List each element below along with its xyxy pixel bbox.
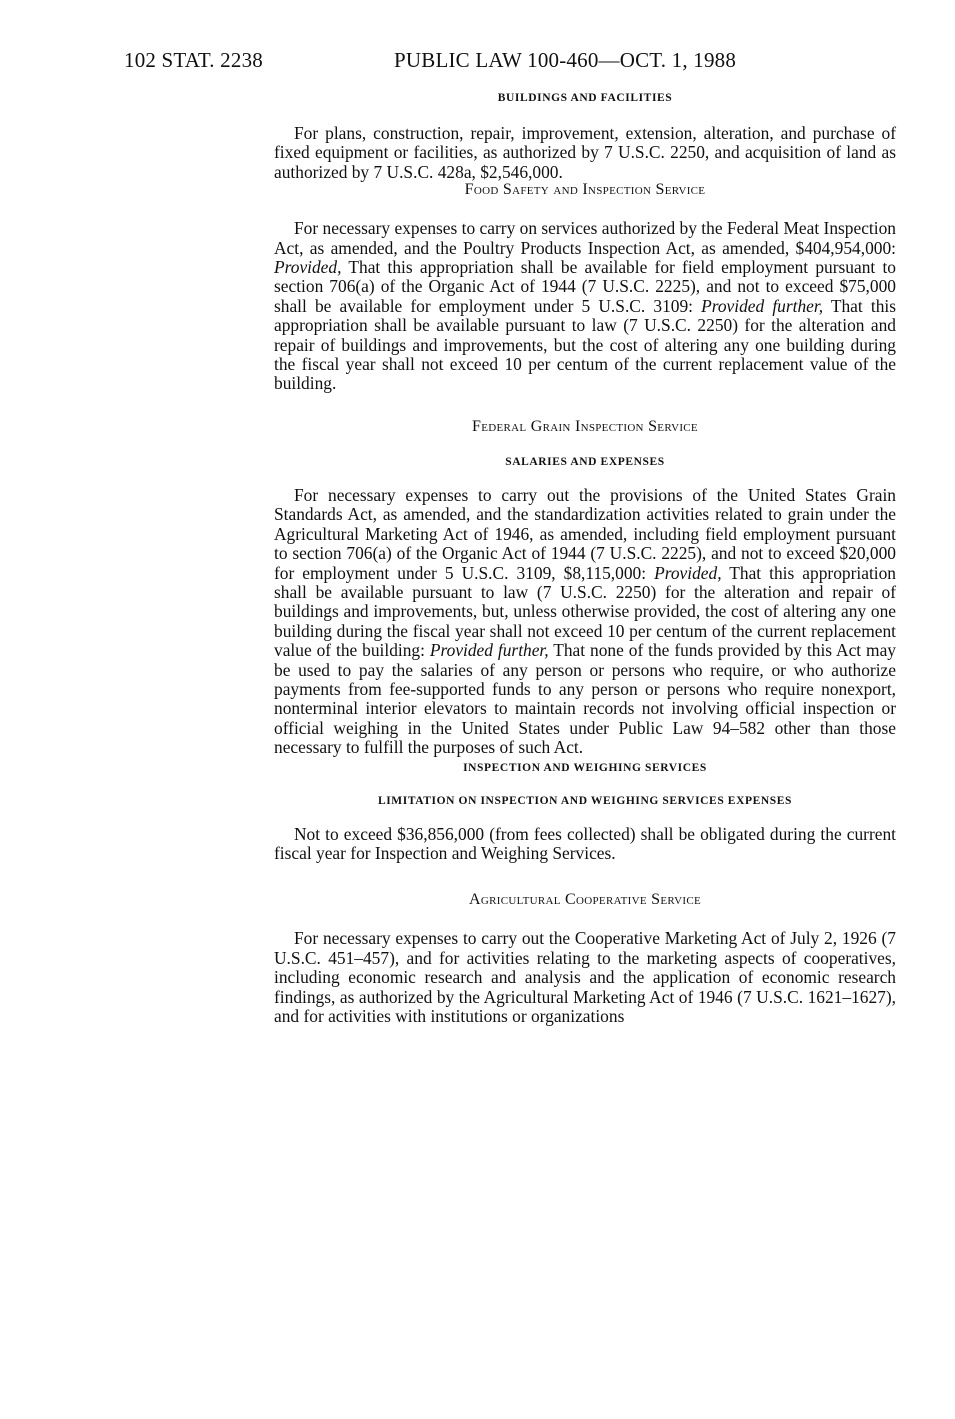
fsis-paragraph (274, 219, 896, 394)
fgis-title: Federal Grain Inspection Service (472, 417, 698, 435)
inspection-heading: INSPECTION AND WEIGHING SERVICES (463, 761, 707, 774)
public-law-reference: PUBLIC LAW 100-460—OCT. 1, 1988 (394, 48, 737, 72)
fgis-text-1: For necessary expenses to carry out the provisions of the United States Grain Standards Act, as amended, and the standardization activities related to grain under the Agricultural Marketing Act of 1946, as amended, including field employment pursuant to section 706(a) of the Organic Act of 1944 (7 U.S.C. 2225), and not to exceed $20,000 for employment under 5 U.S.C. 3109, $8,115,000: (274, 484, 896, 583)
statute-page-reference: 102 STAT. 2238 (124, 48, 263, 72)
fgis-proviso-2: Provided further, (429, 640, 549, 661)
acs-title: Agricultural Cooperative Service (469, 891, 701, 909)
fsis-proviso-2: Provided further, (701, 295, 824, 316)
fgis-text-3: That none of the funds provided by this Act may be used to pay the salaries of any person or persons who require, or who authorize payments from fee-supported funds to any person or persons who require nonexport, nonterminal interior elevators to maintain records not involving official inspection or official weighing in the United States under Public Law 94–582 other than those necessary to fulfill the purposes of such Act. (274, 640, 896, 758)
fgis-subheading: SALARIES AND EXPENSES (505, 455, 665, 468)
fsis-text-1: For necessary expenses to carry on services authorized by the Federal Meat Inspection Act, as amended, and the Poultry Products Inspection Act, as amended, $404,954,000: (274, 218, 896, 258)
fgis-proviso-1: Provided, (654, 562, 722, 583)
fgis-text-2: That this appropriation shall be available pursuant to law (7 U.S.C. 2250) for the alteration and repair of buildings and improvements, but, unless otherwise provided, the cost of altering any one building during the fiscal year shall not exceed 10 per centum of the current replacement value of the building: (274, 562, 896, 661)
acs-paragraph: For necessary expenses to carry out the Cooperative Marketing Act of July 2, 1926 (7 U.S.C. 451–457), and for activities relating to the marketing aspects of cooperatives, including economic research and analysis and the application of economic research findings, as authorized by the Agricultural Marketing Act of 1946 (7 U.S.C. 1621–1627), and for activities with institutions or organizations (274, 928, 896, 1026)
inspection-subheading: LIMITATION ON INSPECTION AND WEIGHING SERVICES EXPENSES (377, 794, 793, 807)
buildings-heading: BUILDINGS AND FACILITIES (497, 92, 673, 104)
document-body (274, 92, 896, 1026)
fsis-text-3: That this appropriation shall be available pursuant to law (7 U.S.C. 2250) for the alteration and repair of buildings and improvements, but the cost of altering any one building during the fiscal year shall not exceed 10 per centum of the current replacement value of the building. (274, 295, 896, 394)
inspection-paragraph: Not to exceed $36,856,000 (from fees collected) shall be obligated during the current fiscal year for Inspection and Weighing Services. (274, 823, 896, 863)
fsis-text-2: That this appropriation shall be available for field employment pursuant to section 706(a) of the Organic Act of 1944 (7 U.S.C. 2225), and not to exceed $75,000 shall be available for employment under 5 U.S.C. 3109: (274, 257, 896, 316)
page-header (124, 48, 774, 76)
fgis-paragraph (274, 486, 896, 758)
fsis-proviso-1: Provided, (274, 257, 342, 278)
fsis-title: Food Safety and Inspection Service (464, 181, 706, 199)
buildings-paragraph: For plans, construction, repair, improvement, extension, alteration, and purchase of fixed equipment or facilities, as authorized by 7 U.S.C. 2250, and acquisition of land as authorized by 7 U.S.C. 428a, $2,546,000. (274, 123, 896, 182)
